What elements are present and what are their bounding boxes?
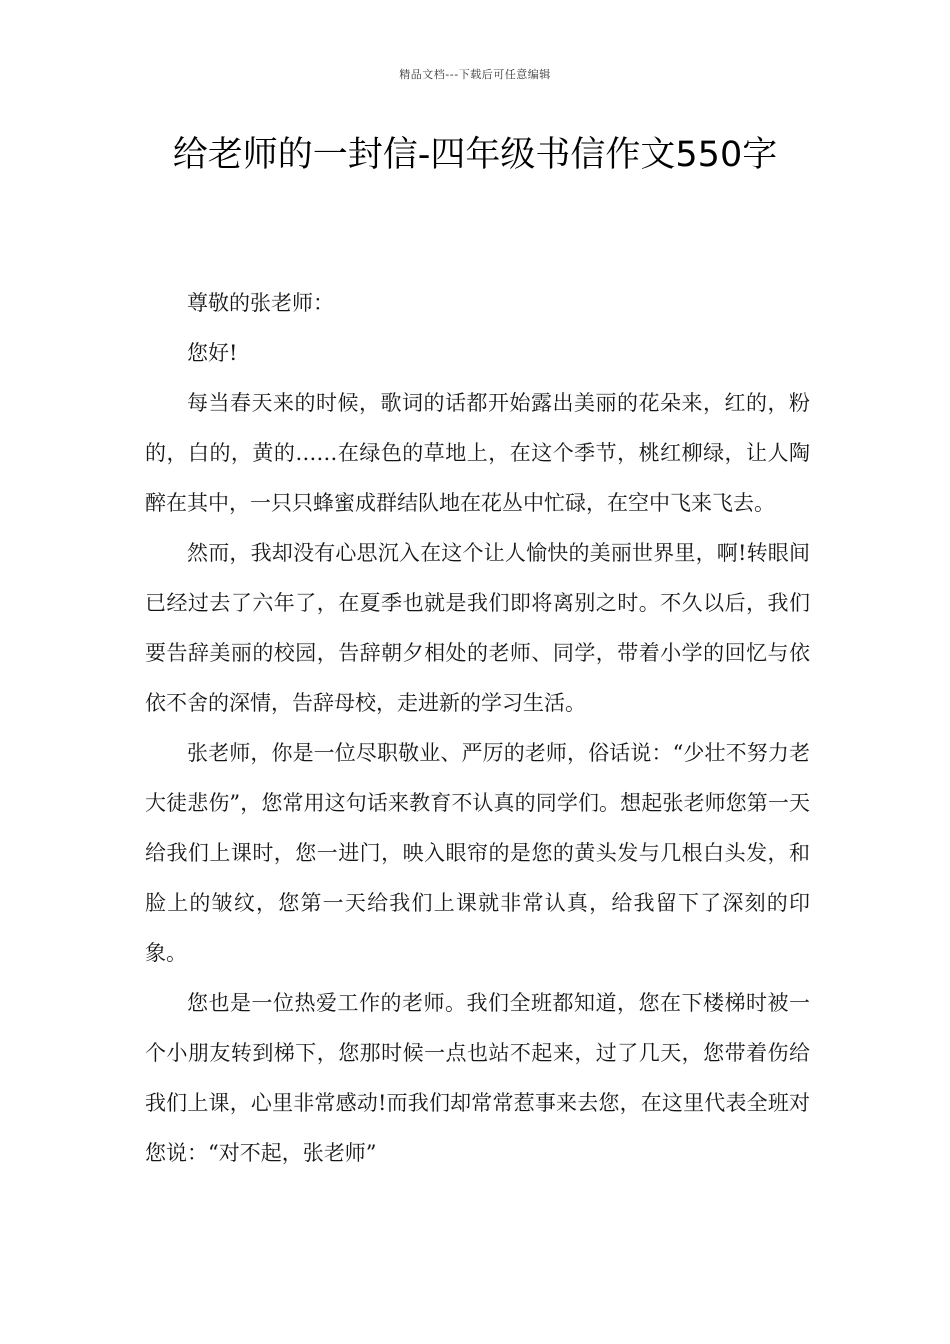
document-title: 给老师的一封信-四年级书信作文550字 <box>172 135 778 175</box>
paragraph-teacher-dedicated: 您也是一位热爱工作的老师。我们全班都知道，您在下楼梯时被一个小朋友转到梯下，您那时候一点也站不起来，过了几天，您带着伤给我们上课，心里非常感动!而我们却常常惹事来去您，在这里代表全班对您说：“对不起，张老师” <box>145 991 810 1165</box>
letter-body <box>145 278 810 1178</box>
header-note: 精品文档---下载后可任意编辑 <box>399 68 551 81</box>
greeting: 您好! <box>187 341 238 365</box>
paragraph-farewell: 然而，我却没有心思沉入在这个让人愉快的美丽世界里，啊!转眼间已经过去了六年了，在夏季也就是我们即将离别之时。不久以后，我们要告辞美丽的校园，告辞朝夕相处的老师、同学，带着小学的回忆与依依不舍的深情，告辞母校，走进新的学习生活。 <box>145 541 810 715</box>
paragraph-spring: 每当春天来的时候，歌词的话都开始露出美丽的花朵来，红的，粉的，白的，黄的……在绿色的草地上，在这个季节，桃红柳绿，让人陶醉在其中，一只只蜂蜜成群结队地在花丛中忙碌，在空中飞来飞去。 <box>145 391 810 515</box>
paragraph-teacher-strict: 张老师，你是一位尽职敬业、严厉的老师，俗话说：“少壮不努力老大徒悲伤”，您常用这句话来教育不认真的同学们。想起张老师您第一天给我们上课时，您一进门，映入眼帘的是您的黄头发与几根白头发，和脸上的皱纹，您第一天给我们上课就非常认真，给我留下了深刻的印象。 <box>145 741 810 965</box>
salutation: 尊敬的张老师： <box>187 291 334 315</box>
